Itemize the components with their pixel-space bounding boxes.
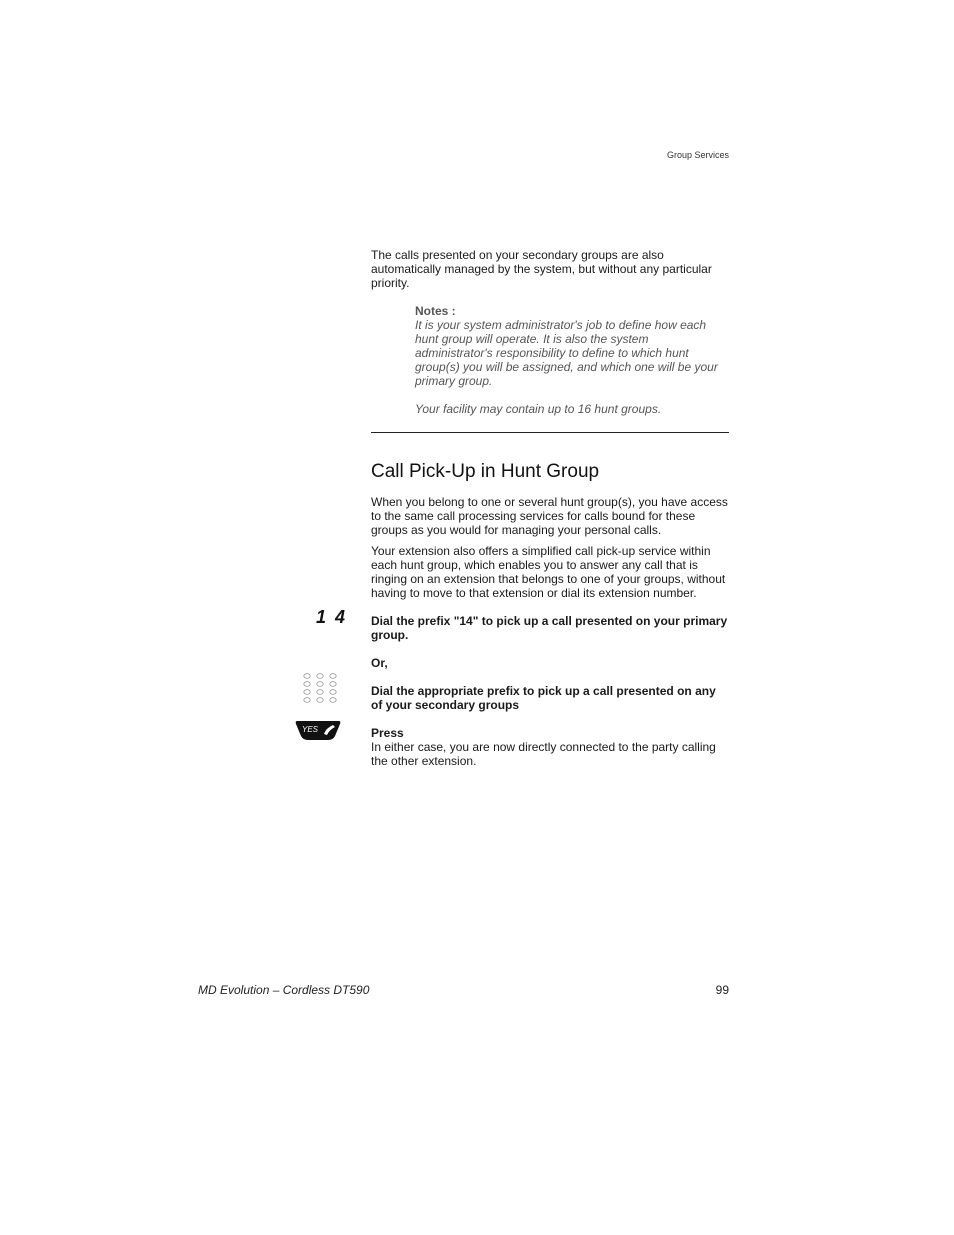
footer-document-title: MD Evolution – Cordless DT590	[198, 983, 370, 997]
section-divider	[371, 432, 729, 433]
intro-paragraph: The calls presented on your secondary groups are also automatically managed by the system, but without any particular priority.	[371, 248, 712, 290]
section-paragraph-2: Your extension also offers a simplified call pick-up service within each hunt group, which enables you to answer any call that is ringing on an extension that belongs to one of your groups, without having to move to that extension or dial its extension number.	[371, 544, 726, 600]
notes-paragraph-2: Your facility may contain up to 16 hunt groups.	[415, 402, 662, 416]
running-header: Group Services	[666, 150, 729, 160]
step-dial-secondary: Dial the appropriate prefix to pick up a call presented on any of your secondary groups	[371, 684, 716, 712]
or-label: Or,	[371, 656, 388, 670]
yes-key-icon	[295, 719, 341, 741]
section-title: Call Pick-Up in Hunt Group	[371, 461, 600, 482]
step-dial-primary: Dial the prefix "14" to pick up a call presented on your primary group.	[371, 614, 728, 642]
press-detail: In either case, you are now directly connected to the party calling the other extension.	[371, 740, 716, 768]
press-block	[371, 726, 729, 768]
page-number: 99	[715, 983, 729, 997]
prefix-code: 1 4	[316, 607, 348, 627]
yes-key-label: YES	[302, 725, 319, 734]
section-paragraph-1: When you belong to one or several hunt group(s), you have access to the same call processing services for calls bound for these groups as you would for managing your personal calls.	[371, 495, 728, 537]
notes-block	[415, 304, 729, 416]
notes-title: Notes :	[415, 304, 456, 318]
notes-paragraph-1: It is your system administrator's job to define how each hunt group will operate. It is also the system administrator's responsibility to define to which hunt group(s) you will be assigned, and which one will be your primary group.	[415, 318, 718, 388]
press-label: Press	[371, 726, 404, 740]
keypad-icon	[300, 672, 340, 704]
